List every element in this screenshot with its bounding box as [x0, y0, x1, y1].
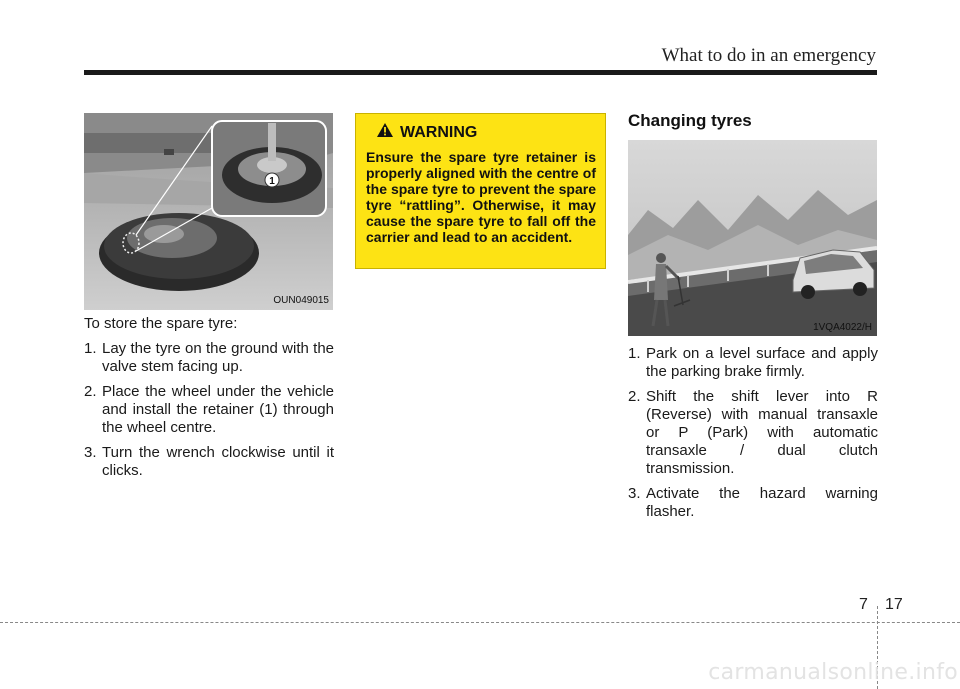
page-number: 17: [885, 596, 903, 613]
step-text: Park on a level surface and apply the parking brake firmly.: [646, 345, 878, 380]
warning-box: [355, 113, 606, 269]
step-number: 3.: [628, 485, 641, 502]
step-number: 1.: [628, 345, 641, 362]
section-header-title: What to do in an emergency: [661, 45, 876, 66]
warning-triangle-icon: [376, 122, 394, 143]
store-steps-list: [84, 340, 334, 480]
step-number: 2.: [628, 388, 641, 405]
list-item: [628, 485, 878, 521]
warning-text: Ensure the spare tyre retainer is properly aligned with the centre of the spare tyre to prevent the spare tyre “rattling”. Otherwise, it may cause the spare tyre to fall off the carrier and lead to an accident.: [366, 149, 596, 245]
store-spare-instructions: [84, 315, 334, 487]
list-item: [628, 388, 878, 478]
watermark: carmanualsonline.info: [708, 660, 958, 685]
step-text: Shift the shift lever into R (Reverse) with manual transaxle or P (Park) with automatic transaxle / dual clutch transmission.: [646, 388, 878, 477]
figure-label: 1VQA4022/H: [813, 322, 872, 333]
changing-steps-list: [628, 345, 878, 521]
step-text: Activate the hazard warning flasher.: [646, 485, 878, 520]
warning-header: [376, 122, 596, 143]
step-text: Turn the wrench clockwise until it clicks.: [102, 444, 334, 479]
step-number: 1.: [84, 340, 97, 357]
step-number: 2.: [84, 383, 97, 400]
header-rule: [84, 70, 877, 75]
warning-title: WARNING: [400, 123, 478, 141]
step-number: 3.: [84, 444, 97, 461]
retainer-callout: 1: [269, 176, 275, 187]
list-item: [84, 340, 334, 376]
list-item: [84, 383, 334, 437]
spare-tyre-illustration: [84, 113, 333, 310]
roadside-illustration: [628, 140, 877, 336]
figure-label: OUN049015: [273, 295, 329, 306]
chapter-number: 7: [859, 596, 868, 613]
step-text: Place the wheel under the vehicle and install the retainer (1) through the wheel centre.: [102, 383, 334, 436]
changing-tyres-heading: Changing tyres: [628, 111, 752, 130]
footer-rule: [0, 622, 960, 623]
list-item: [84, 444, 334, 480]
step-text: Lay the tyre on the ground with the valve stem facing up.: [102, 340, 334, 375]
list-item: [628, 345, 878, 381]
instructions-intro: To store the spare tyre:: [84, 315, 238, 332]
changing-tyres-instructions: [628, 345, 878, 528]
